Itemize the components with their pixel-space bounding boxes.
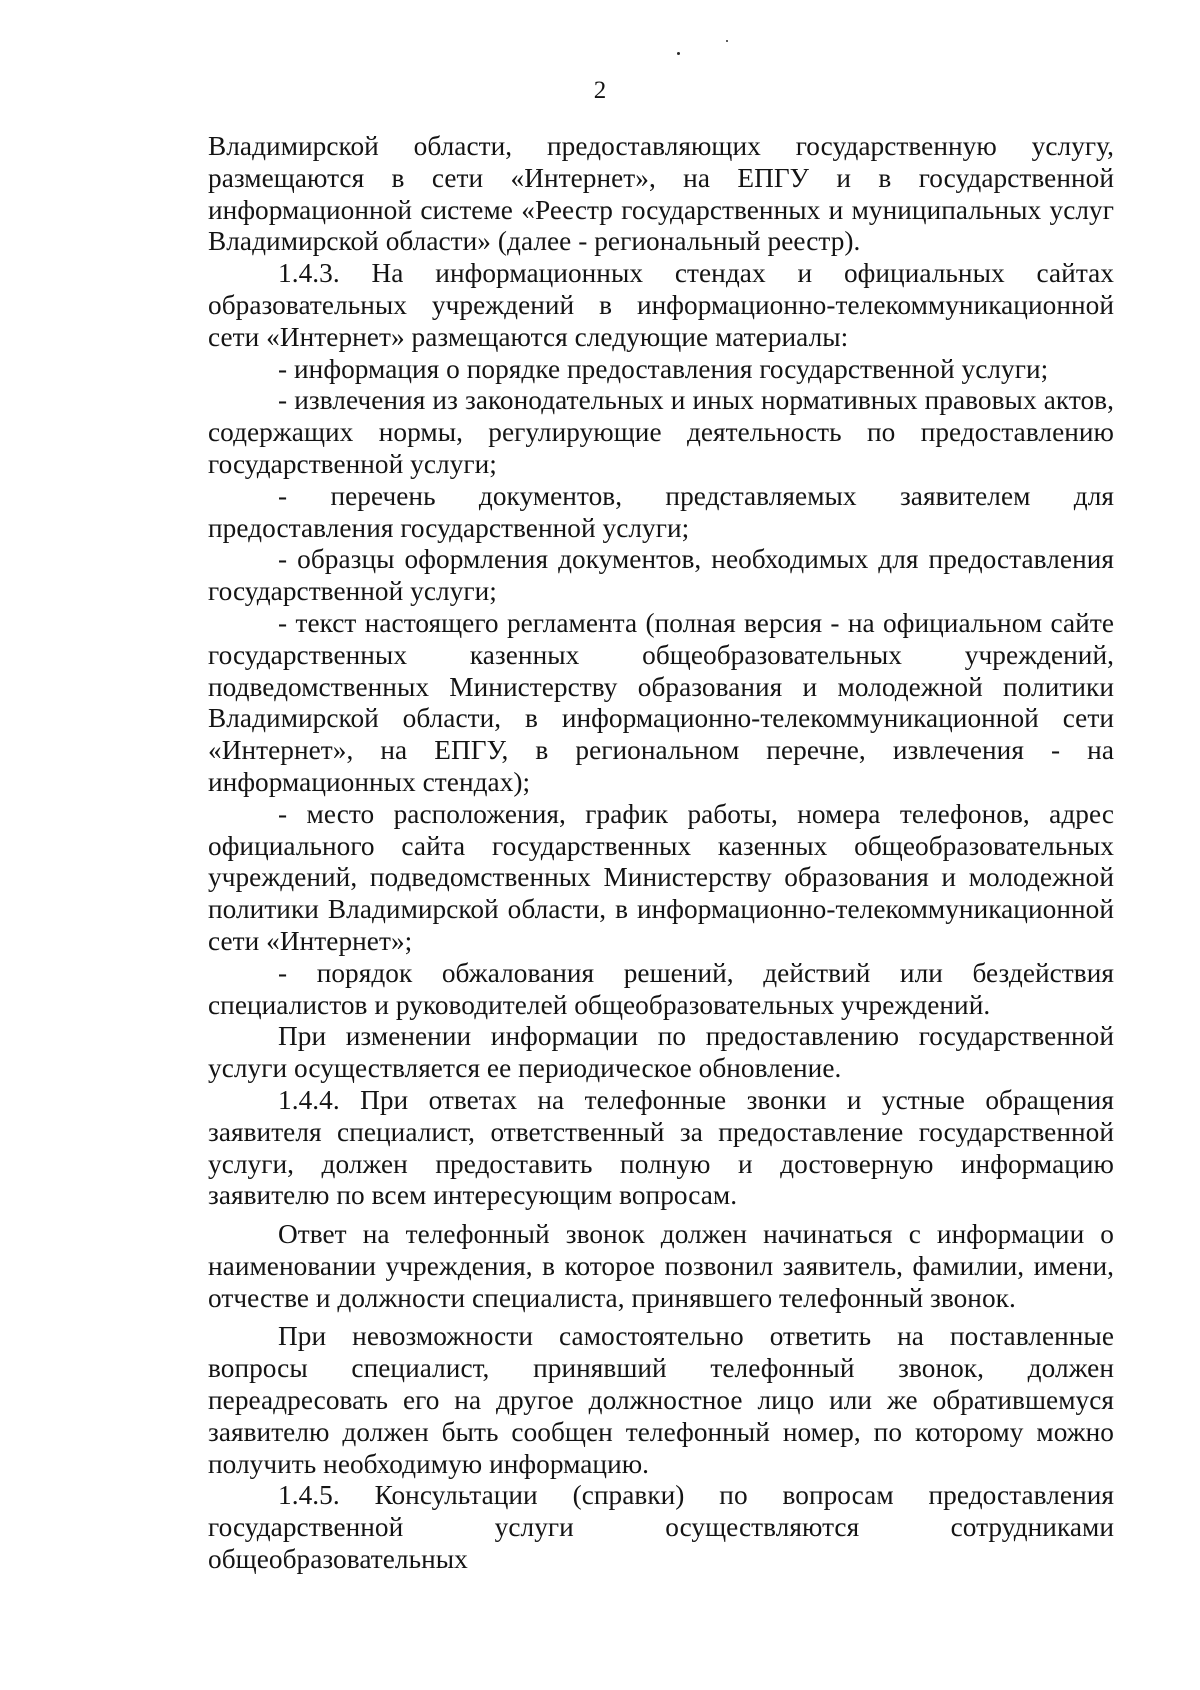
list-item: - информация о порядке предоставления государственной услуги; — [278, 353, 1049, 384]
list-item: - порядок обжалования решений, действий или бездействия специалистов и руководителей общеобразовательных учреждений. — [208, 957, 1114, 1020]
document-body — [208, 131, 1114, 1576]
paragraph: Ответ на телефонный звонок должен начинаться с информации о наименовании учреждения, в которое позвонил заявитель, фамилии, имени, отчестве и должности специалиста, принявшего телефонный звонок. — [208, 1219, 1114, 1313]
list-item: - извлечения из законодательных и иных нормативных правовых актов, содержащих нормы, регулирующие деятельность по предоставлению государственной услуги; — [208, 385, 1114, 479]
list-item: - текст настоящего регламента (полная версия - на официальном сайте государственных казенных общеобразовательных учреждений, подведомственных Министерству образования и молодежной политики Владимирской области, в информационно-телекоммуникационной сети «Интернет», на ЕПГУ, в региональном перечне, извлечения - на информационных стендах); — [208, 607, 1114, 797]
paragraph-1-4-3: 1.4.3. На информационных стендах и официальных сайтах образовательных учреждений в информационно-телекоммуникационной сети «Интернет» размещаются следующие материалы: — [208, 258, 1114, 352]
paragraph: При изменении информации по предоставлению государственной услуги осуществляется ее периодическое обновление. — [208, 1021, 1114, 1084]
scan-speck — [677, 52, 680, 55]
list-item: - место расположения, график работы, номера телефонов, адрес официального сайта государственных казенных общеобразовательных учреждений, подведомственных Министерству образования и молодежной политики Владимирской области, в информационно-телекоммуникационной сети «Интернет»; — [208, 798, 1114, 956]
scan-speck — [726, 40, 728, 42]
paragraph-1-4-4: 1.4.4. При ответах на телефонные звонки и устные обращения заявителя специалист, ответственный за предоставление государственной услуги, должен предоставить полную и достоверную информацию заявителю по всем интересующим вопросам. — [208, 1084, 1114, 1211]
page-number: 2 — [593, 77, 607, 104]
paragraph-continuation: Владимирской области, предоставляющих государственную услугу, размещаются в сети «Интернет», на ЕПГУ и в государственной информационной системе «Реестр государственных и муниципальных услуг Владимирской области» (далее - региональный реестр). — [208, 131, 1114, 257]
list-item: - перечень документов, представляемых заявителем для предоставления государственной услуги; — [208, 480, 1114, 543]
paragraph: При невозможности самостоятельно ответить на поставленные вопросы специалист, принявший телефонный звонок, должен переадресовать его на другое должностное лицо или же обратившемуся заявителю должен быть сообщен телефонный номер, по которому можно получить необходимую информацию. — [208, 1321, 1114, 1479]
paragraph-1-4-5: 1.4.5. Консультации (справки) по вопросам предоставления государственной услуги осуществляются сотрудниками общеобразовательных — [208, 1480, 1114, 1575]
list-item: - образцы оформления документов, необходимых для предоставления государственной услуги; — [208, 544, 1114, 607]
